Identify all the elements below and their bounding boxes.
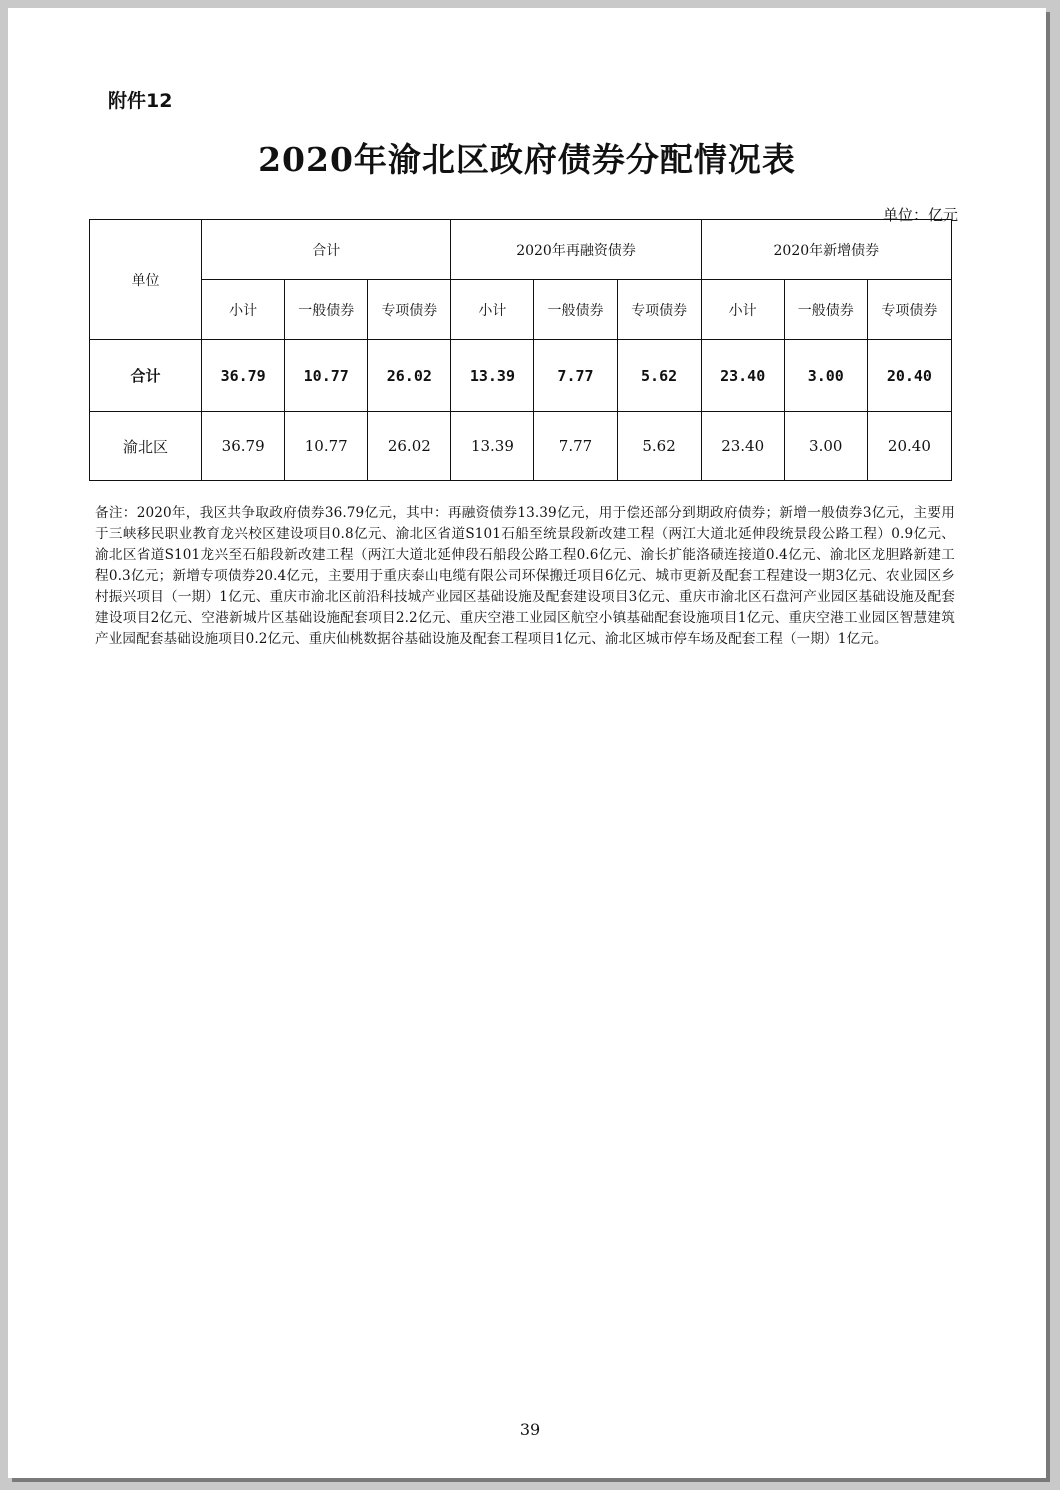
- page-number: 39: [519, 1420, 541, 1439]
- subheader: 小计: [451, 280, 534, 340]
- attachment-label: 附件12: [108, 90, 173, 112]
- table-cell: 26.02: [368, 340, 451, 412]
- row-label: 合计: [90, 340, 202, 412]
- table-cell: 36.79: [202, 340, 285, 412]
- table-cell: 3.00: [784, 412, 867, 481]
- subheader: 小计: [701, 280, 784, 340]
- subheader: 一般债券: [534, 280, 617, 340]
- row-label: 渝北区: [90, 412, 202, 481]
- header-unit: 单位: [90, 220, 202, 340]
- subheader: 专项债券: [368, 280, 451, 340]
- table-cell: 7.77: [534, 340, 617, 412]
- subheader: 一般债券: [285, 280, 368, 340]
- subheader: 专项债券: [617, 280, 701, 340]
- page-title: 2020年渝北区政府债券分配情况表: [258, 140, 796, 179]
- header-group-refinancing: 2020年再融资债券: [451, 220, 701, 280]
- table-cell: 20.40: [867, 340, 951, 412]
- table-cell: 23.40: [701, 340, 784, 412]
- table-cell: 26.02: [368, 412, 451, 481]
- table-cell: 23.40: [701, 412, 784, 481]
- table-cell: 20.40: [867, 412, 951, 481]
- subheader: 一般债券: [784, 280, 867, 340]
- subheader: 专项债券: [867, 280, 951, 340]
- table-cell: 36.79: [202, 412, 285, 481]
- header-group-total: 合计: [202, 220, 451, 280]
- table-cell: 13.39: [451, 412, 534, 481]
- table-cell: 7.77: [534, 412, 617, 481]
- table-row-total: [90, 340, 952, 412]
- header-group-new: 2020年新增债券: [701, 220, 951, 280]
- table-cell: 13.39: [451, 340, 534, 412]
- table-cell: 3.00: [784, 340, 867, 412]
- subheader: 小计: [202, 280, 285, 340]
- table-cell: 5.62: [617, 340, 701, 412]
- table-cell: 10.77: [285, 340, 368, 412]
- unit-label: 单位：亿元: [882, 206, 958, 224]
- table-cell: 10.77: [285, 412, 368, 481]
- bond-allocation-table: [89, 219, 952, 481]
- remarks-note: 备注：2020年，我区共争取政府债券36.79亿元，其中：再融资债券13.39亿元，用于偿还部分到期政府债券；新增一般债券3亿元，主要用于三峡移民职业教育龙兴校区建设项目0.8亿元、渝北区省道S101石船至统景段新改建工程（两江大道北延伸段统景段公路工程）0.9亿元、渝北区省道S101龙兴至石船段新改建工程（两江大道北延伸段石船段公路工程0.6亿元、渝长扩能洛碛连接道0.4亿元、渝北区龙胆路新建工程0.3亿元；新增专项债券20.4亿元，主要用于重庆泰山电缆有限公司环保搬迁项目6亿元、城市更新及配套工程建设一期3亿元、农业园区乡村振兴项目（一期）1亿元、重庆市渝北区前沿科技城产业园区基础设施及配套建设项目3亿元、重庆市渝北区石盘河产业园区基础设施及配套建设项目2亿元、空港新城片区基础设施配套项目2.2亿元、重庆空港工业园区航空小镇基础配套设施项目1亿元、重庆空港工业园区智慧建筑产业园配套基础设施项目0.2亿元、重庆仙桃数据谷基础设施及配套工程项目1亿元、渝北区城市停车场及配套工程（一期）1亿元。: [95, 505, 955, 647]
- table-row-yubei: [90, 412, 952, 481]
- table-cell: 5.62: [617, 412, 701, 481]
